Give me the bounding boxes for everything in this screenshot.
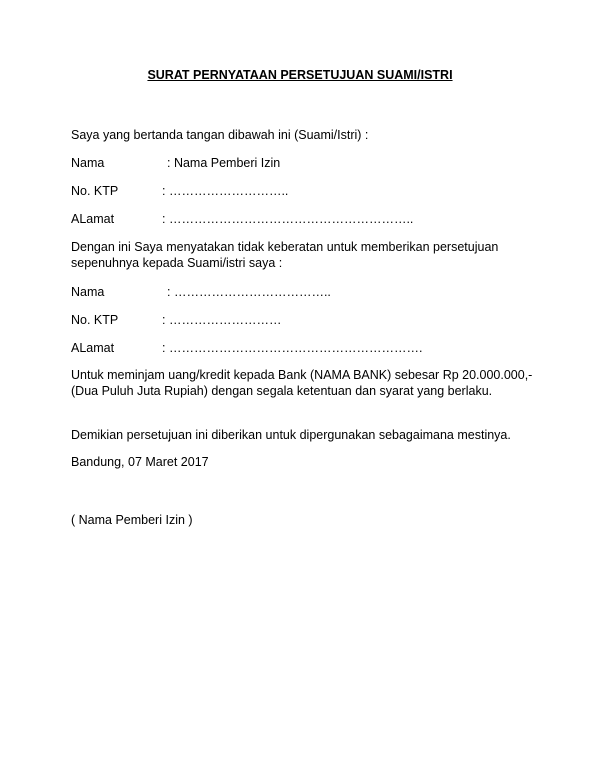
- statement-text: Dengan ini Saya menyatakan tidak keberatan untuk memberikan persetujuan sepenuhnya kepada Suami/istri saya :: [71, 240, 499, 270]
- alamat-label-2: ALamat: [71, 341, 115, 355]
- nama-label: Nama: [71, 156, 105, 170]
- ktp-value: : ………………………..: [162, 184, 289, 198]
- closing-text: Demikian persetujuan ini diberikan untuk dipergunakan sebagaimana mestinya.: [71, 428, 511, 442]
- nama-value-2: : ………………………………..: [167, 285, 331, 299]
- document-title: SURAT PERNYATAAN PERSETUJUAN SUAMI/ISTRI: [147, 68, 453, 82]
- purpose-text: Untuk meminjam uang/kredit kepada Bank (NAMA BANK) sebesar Rp 20.000.000,- (Dua Puluh Juta Rupiah) dengan segala ketentuan dan syarat yang berlaku.: [71, 368, 533, 398]
- nama-value: : Nama Pemberi Izin: [167, 156, 281, 170]
- alamat-label: ALamat: [71, 212, 115, 226]
- nama-label-2: Nama: [71, 285, 105, 299]
- alamat-value-2: : …………………………………………………….: [162, 341, 423, 355]
- place-date: Bandung, 07 Maret 2017: [71, 455, 209, 469]
- alamat-value: : …………………………………………………..: [162, 212, 414, 226]
- ktp-label: No. KTP: [71, 184, 119, 198]
- intro-text: Saya yang bertanda tangan dibawah ini (Suami/Istri) :: [71, 128, 369, 142]
- signature-name: ( Nama Pemberi Izin ): [71, 513, 193, 527]
- ktp-value-2: : ………………………: [162, 313, 282, 327]
- ktp-label-2: No. KTP: [71, 313, 119, 327]
